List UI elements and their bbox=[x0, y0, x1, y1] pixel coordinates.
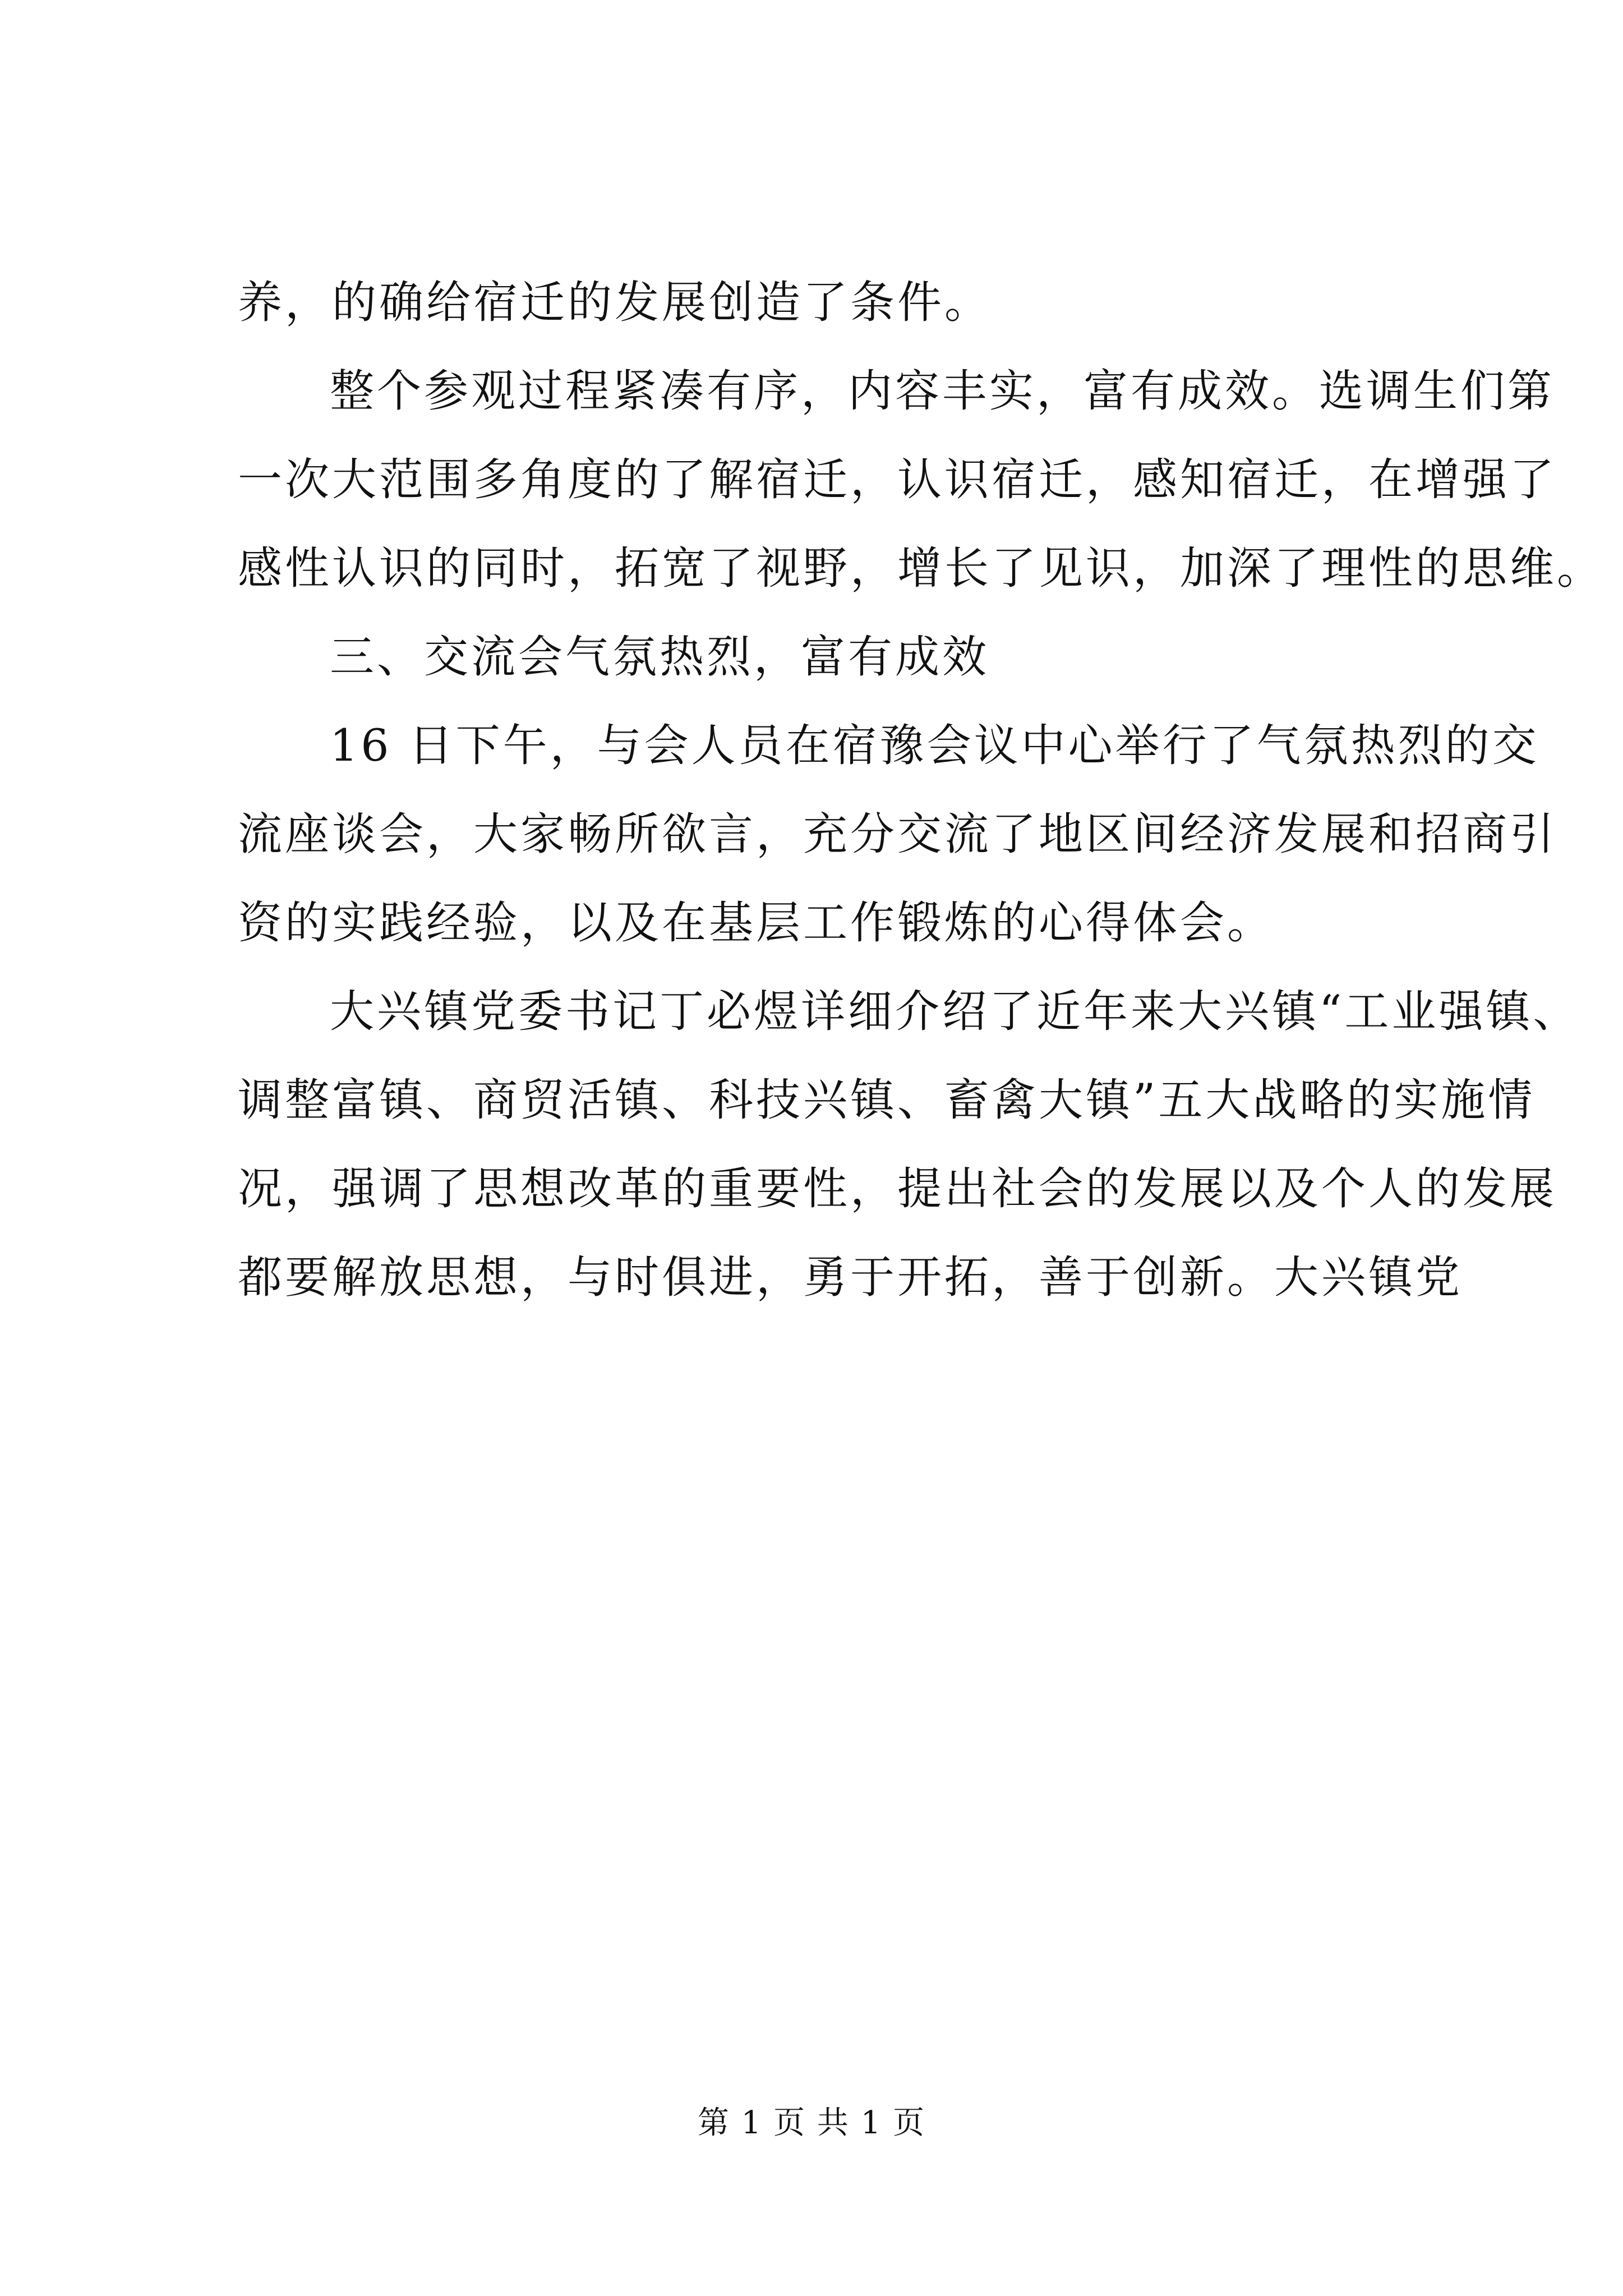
text-line: 感性认识的同时，拓宽了视野，增长了见识，加深了理性的思维。 bbox=[238, 542, 1604, 594]
text-line: 况，强调了思想改革的重要性，提出社会的发展以及个人的发展 bbox=[238, 1163, 1557, 1214]
text-line: 一次大范围多角度的了解宿迁，认识宿迁，感知宿迁，在增强了 bbox=[238, 454, 1557, 505]
text-line: 都要解放思想，与时俱进，勇于开拓，善于创新。大兴镇党 bbox=[238, 1251, 1463, 1303]
text-line: 调整富镇、商贸活镇、科技兴镇、畜禽大镇”五大战略的实施情 bbox=[238, 1074, 1536, 1126]
page-number-footer: 第 1 页 共 1 页 bbox=[697, 2105, 926, 2141]
paragraph-meeting bbox=[238, 701, 1557, 967]
paragraph-continuation bbox=[238, 258, 1415, 347]
paragraph-visit-summary bbox=[238, 347, 1604, 613]
text-line: 资的实践经验，以及在基层工作锻炼的心得体会。 bbox=[238, 897, 1274, 949]
body-text bbox=[238, 258, 1604, 1322]
text-line: 三、交流会气氛热烈，富有成效 bbox=[330, 631, 989, 683]
text-line: 养，的确给宿迁的发展创造了条件。 bbox=[238, 277, 992, 328]
text-line: 流座谈会，大家畅所欲言，充分交流了地区间经济发展和招商引 bbox=[238, 808, 1557, 860]
paragraph-daxing-strategy bbox=[238, 967, 1580, 1322]
text-line: 大兴镇党委书记丁必煜详细介绍了近年来大兴镇“工业强镇、 bbox=[330, 986, 1580, 1037]
text-line: 16 日下午，与会人员在宿豫会议中心举行了气氛热烈的交 bbox=[330, 720, 1539, 771]
text-line: 整个参观过程紧凑有序，内容丰实，富有成效。选调生们第 bbox=[330, 365, 1555, 417]
section-heading bbox=[238, 613, 1415, 701]
